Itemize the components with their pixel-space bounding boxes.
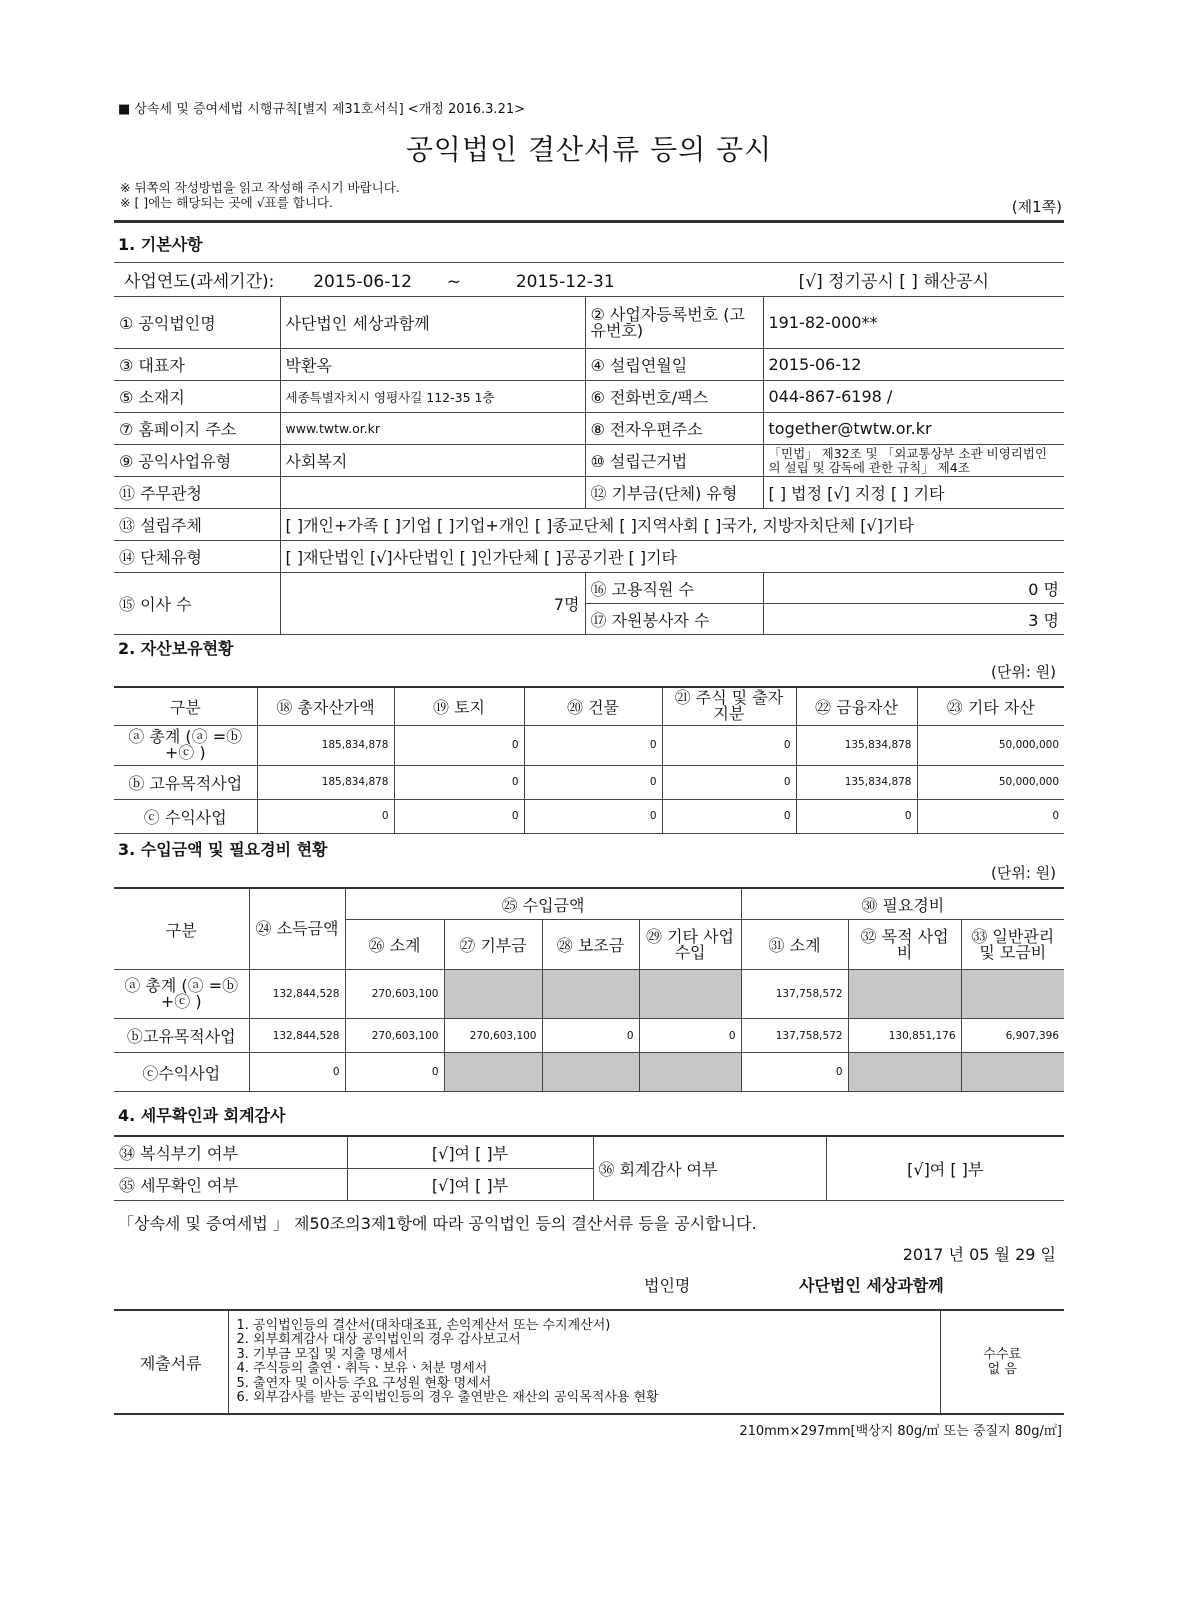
phone-value: 044-867-6198 / <box>763 381 1064 413</box>
asset-value: 0 <box>394 725 524 765</box>
org-value: [ ]재단법인 [√]사단법인 [ ]인가단체 [ ]공공기관 [ ]기타 <box>280 541 1064 573</box>
submission-table <box>114 1309 1064 1415</box>
shaded-cell <box>848 970 961 1019</box>
income-value: 132,844,528 <box>249 1019 345 1053</box>
taxcheck-value: [√]여 [ ]부 <box>347 1168 593 1200</box>
home-value: www.twtw.or.kr <box>280 413 585 445</box>
section-3-title: 3. 수입금액 및 필요경비 현황 <box>118 840 328 859</box>
fee-value: 없 음 <box>987 1362 1017 1377</box>
home-label: ⑦ 홈페이지 주소 <box>114 413 280 445</box>
staff-row-1 <box>114 573 1064 604</box>
submission-docs <box>228 1310 940 1414</box>
assets-header: ⑲ 토지 <box>394 687 524 725</box>
tax-audit-table <box>114 1135 1064 1201</box>
disclosure-type: [√] 정기공시 [ ] 해산공시 <box>798 272 990 292</box>
income-sub-header: ㉗ 기부금 <box>444 920 542 970</box>
asset-value: 0 <box>524 725 662 765</box>
est-value: 2015-06-12 <box>763 349 1064 381</box>
employees-value: 0 명 <box>763 573 1064 604</box>
taxcheck-label: ㉟ 세무확인 여부 <box>114 1168 347 1200</box>
submission-label: 제출서류 <box>114 1310 228 1414</box>
divider <box>114 220 1064 223</box>
section-2-title: 2. 자산보유현황 <box>118 639 234 658</box>
bizno-label: ② 사업자등록번호 (고유번호) <box>585 297 763 349</box>
income-table <box>114 887 1064 1092</box>
assets-row-total <box>114 725 1064 765</box>
shaded-cell <box>444 1053 542 1092</box>
addr-row <box>114 381 1064 413</box>
rep-row <box>114 349 1064 381</box>
phone-label: ⑥ 전화번호/팩스 <box>585 381 763 413</box>
shaded-cell <box>444 970 542 1019</box>
org-label: ⑭ 단체유형 <box>114 541 280 573</box>
asset-value: 0 <box>257 799 394 833</box>
email-label: ⑧ 전자우편주소 <box>585 413 763 445</box>
email-value: together@twtw.or.kr <box>763 413 1064 445</box>
est-label: ④ 설립연월일 <box>585 349 763 381</box>
shaded-cell <box>639 970 741 1019</box>
form-reference: ■ 상속세 및 증여세법 시행규칙[별지 제31호서식] <개정 2016.3.21> <box>118 102 526 117</box>
period-sep: ~ <box>446 272 462 292</box>
assets-header: ㉓ 기타 자산 <box>917 687 1064 725</box>
shaded-cell <box>961 970 1064 1019</box>
income-value: 0 <box>249 1053 345 1092</box>
asset-value: 0 <box>394 765 524 799</box>
income-value: 130,851,176 <box>848 1019 961 1053</box>
asset-value: 0 <box>917 799 1064 833</box>
asset-value: 50,000,000 <box>917 765 1064 799</box>
income-sub-header: ㉖ 소계 <box>345 920 444 970</box>
shaded-cell <box>848 1053 961 1092</box>
section-3-unit: (단위: 원) <box>991 864 1056 882</box>
corp-label: 법인명 <box>644 1276 691 1295</box>
volunteers-value: 3 명 <box>763 604 1064 635</box>
period-start: 2015-06-12 <box>313 272 412 292</box>
note-1: ※ 뒤쪽의 작성방법을 읽고 작성해 주시기 바랍니다. <box>120 180 400 195</box>
period-label: 사업연도(과세기간): <box>124 272 275 292</box>
submission-row <box>114 1310 1064 1414</box>
doc-item: 2. 외부회계감사 대상 공익법인의 경우 감사보고서 <box>236 1332 521 1347</box>
type-row <box>114 445 1064 477</box>
bookkeeping-label: ㉞ 복식부기 여부 <box>114 1136 347 1168</box>
section-1-title: 1. 기본사항 <box>118 235 203 254</box>
income-h-expense: ㉚ 필요경비 <box>741 888 1064 920</box>
authority-value <box>280 477 585 509</box>
fee-cell <box>940 1310 1064 1414</box>
income-value: 0 <box>345 1053 444 1092</box>
assets-table <box>114 686 1064 834</box>
bizno-value: 191-82-000** <box>763 297 1064 349</box>
assets-row-profit <box>114 799 1064 833</box>
income-value: 270,603,100 <box>345 1019 444 1053</box>
income-h-income: ㉔ 소득금액 <box>249 888 345 970</box>
paper-spec: 210mm×297mm[백상지 80g/㎡ 또는 중질지 80g/㎡] <box>739 1424 1062 1439</box>
income-value: 137,758,572 <box>741 1019 848 1053</box>
donation-value: [ ] 법정 [√] 지정 [ ] 기타 <box>763 477 1064 509</box>
row-label: ⓐ 총계 (ⓐ =ⓑ +ⓒ ) <box>114 970 249 1019</box>
basis-label: ⑩ 설립근거법 <box>585 445 763 477</box>
basic-info-table <box>114 262 1064 635</box>
income-h-category: 구분 <box>114 888 249 970</box>
income-sub-header: ㉘ 보조금 <box>542 920 639 970</box>
asset-value: 185,834,878 <box>257 765 394 799</box>
volunteers-label: ⑰ 자원봉사자 수 <box>585 604 763 635</box>
income-sub-header: ㉝ 일반관리 및 모금비 <box>961 920 1064 970</box>
section-2-unit: (단위: 원) <box>991 663 1056 681</box>
doc-item: 4. 주식등의 출연ㆍ취득ㆍ보유ㆍ처분 명세서 <box>236 1361 488 1376</box>
row-label: ⓑ고유목적사업 <box>114 1019 249 1053</box>
declaration-date: 2017 년 05 월 29 일 <box>902 1245 1056 1264</box>
asset-value: 50,000,000 <box>917 725 1064 765</box>
asset-value: 0 <box>524 799 662 833</box>
assets-header: ㉑ 주식 및 출자지분 <box>662 687 796 725</box>
founder-label: ⑬ 설립주체 <box>114 509 280 541</box>
shaded-cell <box>542 1053 639 1092</box>
rep-label: ③ 대표자 <box>114 349 280 381</box>
income-value: 137,758,572 <box>741 970 848 1019</box>
directors-value: 7명 <box>280 573 585 635</box>
shaded-cell <box>542 970 639 1019</box>
income-value: 0 <box>542 1019 639 1053</box>
addr-label: ⑤ 소재지 <box>114 381 280 413</box>
row-label: ⓑ 고유목적사업 <box>114 765 257 799</box>
authority-row <box>114 477 1064 509</box>
corp-name: 사단법인 세상과함께 <box>799 1276 944 1295</box>
asset-value: 0 <box>394 799 524 833</box>
doc-item: 6. 외부감사를 받는 공익법인등의 경우 출연받은 재산의 공익목적사용 현황 <box>236 1390 659 1405</box>
assets-header: ㉒ 금융자산 <box>796 687 917 725</box>
type-value: 사회복지 <box>280 445 585 477</box>
name-label: ① 공익법인명 <box>114 297 280 349</box>
basis-value: 「민법」 제32조 및 「외교통상부 소관 비영리법인의 설립 및 감독에 관한 규칙」 제4조 <box>763 445 1064 477</box>
asset-value: 0 <box>796 799 917 833</box>
type-label: ⑨ 공익사업유형 <box>114 445 280 477</box>
assets-header: ⑳ 건물 <box>524 687 662 725</box>
shaded-cell <box>639 1053 741 1092</box>
income-value: 132,844,528 <box>249 970 345 1019</box>
asset-value: 0 <box>662 799 796 833</box>
income-value: 0 <box>741 1053 848 1092</box>
income-header-row-1 <box>114 888 1064 920</box>
donation-label: ⑫ 기부금(단체) 유형 <box>585 477 763 509</box>
doc-item: 1. 공익법인등의 결산서(대차대조표, 손익계산서 또는 수지계산서) <box>236 1317 611 1333</box>
founder-value: [ ]개인+가족 [ ]기업 [ ]기업+개인 [ ]종교단체 [ ]지역사회 [ ]국가, 지방자치단체 [√]기타 <box>280 509 1064 541</box>
directors-label: ⑮ 이사 수 <box>114 573 280 635</box>
org-row <box>114 541 1064 573</box>
income-row-profit <box>114 1053 1064 1092</box>
founder-row <box>114 509 1064 541</box>
period-end: 2015-12-31 <box>515 272 615 292</box>
name-value: 사단법인 세상과함께 <box>280 297 585 349</box>
name-row <box>114 297 1064 349</box>
asset-value: 135,834,878 <box>796 765 917 799</box>
declaration-text: 「상속세 및 증여세법 」 제50조의3제1항에 따라 공익법인 등의 결산서류 등을 공시합니다. <box>118 1214 757 1233</box>
home-row <box>114 413 1064 445</box>
income-row-total <box>114 970 1064 1019</box>
doc-item: 5. 출연자 및 이사등 주요 구성원 현황 명세서 <box>236 1375 492 1391</box>
income-value: 0 <box>639 1019 741 1053</box>
income-h-revenue: ㉕ 수입금액 <box>345 888 741 920</box>
income-value: 270,603,100 <box>444 1019 542 1053</box>
rep-value: 박환옥 <box>280 349 585 381</box>
instruction-notes <box>120 180 400 210</box>
bookkeeping-row <box>114 1136 1064 1168</box>
asset-value: 0 <box>662 765 796 799</box>
authority-label: ⑪ 주무관청 <box>114 477 280 509</box>
asset-value: 135,834,878 <box>796 725 917 765</box>
section-4-title: 4. 세무확인과 회계감사 <box>118 1106 286 1125</box>
audit-label: ㊱ 회계감사 여부 <box>593 1136 826 1200</box>
income-value: 6,907,396 <box>961 1019 1064 1053</box>
shaded-cell <box>961 1053 1064 1092</box>
asset-value: 0 <box>662 725 796 765</box>
page-number: (제1쪽) <box>1011 198 1062 216</box>
bookkeeping-value: [√]여 [ ]부 <box>347 1136 593 1168</box>
row-label: ⓒ수익사업 <box>114 1053 249 1092</box>
assets-row-purpose <box>114 765 1064 799</box>
income-sub-header: ㉜ 목적 사업비 <box>848 920 961 970</box>
fee-label: 수수료 <box>983 1347 1022 1362</box>
period-cell <box>114 263 1064 297</box>
doc-item: 3. 기부금 모집 및 지출 명세서 <box>236 1346 408 1362</box>
income-value: 270,603,100 <box>345 970 444 1019</box>
income-row-purpose <box>114 1019 1064 1053</box>
row-label: ⓐ 총계 (ⓐ =ⓑ +ⓒ ) <box>114 725 257 765</box>
period-row <box>114 263 1064 297</box>
assets-header: 구분 <box>114 687 257 725</box>
page-title: 공익법인 결산서류 등의 공시 <box>405 133 773 166</box>
assets-header: ⑱ 총자산가액 <box>257 687 394 725</box>
asset-value: 185,834,878 <box>257 725 394 765</box>
asset-value: 0 <box>524 765 662 799</box>
note-2: ※ [ ]에는 해당되는 곳에 √표를 합니다. <box>120 195 333 210</box>
addr-value: 세종특별자치시 영평사길 112-35 1층 <box>280 381 585 413</box>
assets-header-row <box>114 687 1064 725</box>
income-sub-header: ㉛ 소계 <box>741 920 848 970</box>
row-label: ⓒ 수익사업 <box>114 799 257 833</box>
employees-label: ⑯ 고용직원 수 <box>585 573 763 604</box>
income-sub-header: ㉙ 기타 사업수입 <box>639 920 741 970</box>
audit-value: [√]여 [ ]부 <box>826 1136 1064 1200</box>
